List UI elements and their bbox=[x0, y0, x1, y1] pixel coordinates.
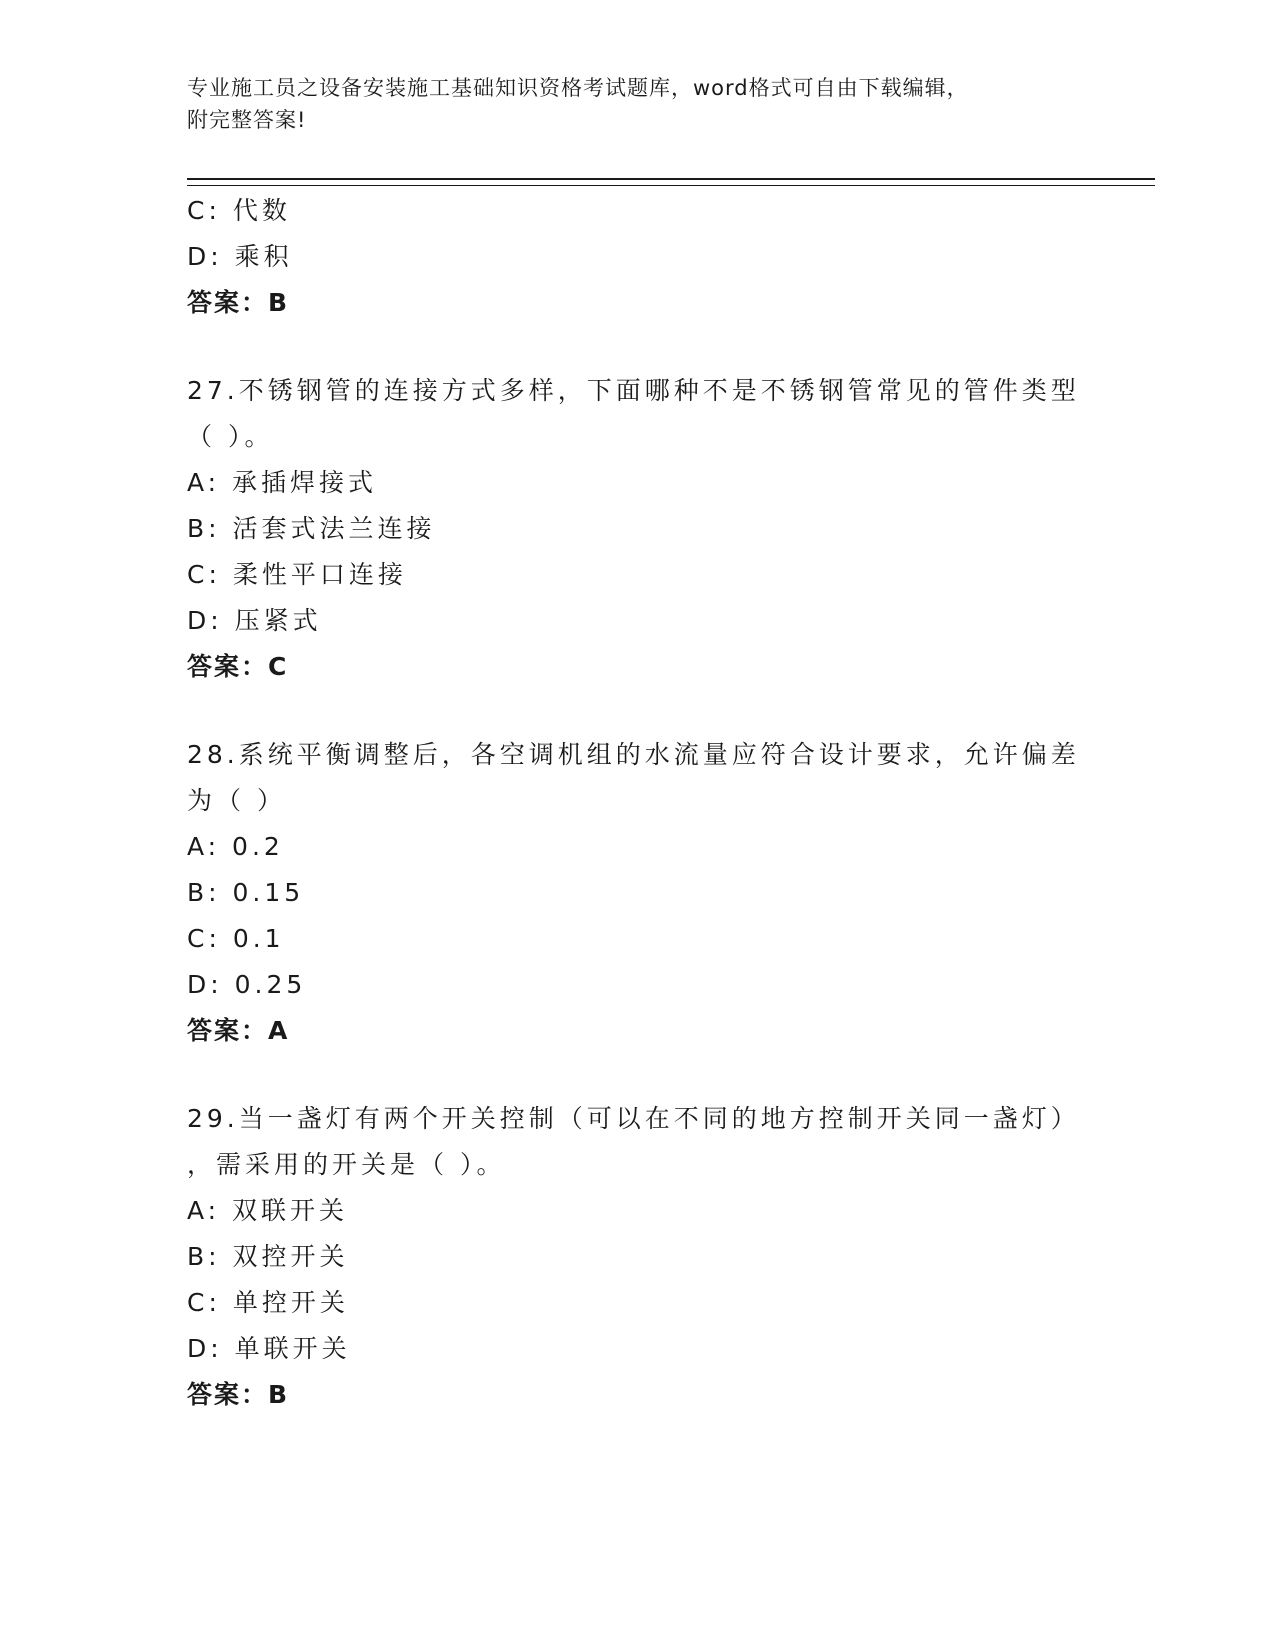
header-line-1: 专业施工员之设备安装施工基础知识资格考试题库，word格式可自由下载编辑， bbox=[187, 76, 969, 100]
answer: 答案：B bbox=[187, 288, 290, 317]
option-b: B: 活套式法兰连接 bbox=[187, 514, 436, 543]
answer: 答案：A bbox=[187, 1016, 290, 1045]
question-26-tail bbox=[187, 188, 1087, 326]
question-28 bbox=[187, 732, 1087, 1054]
header-line-2: 附完整答案! bbox=[187, 108, 307, 132]
question-list bbox=[187, 188, 1087, 1418]
spacer bbox=[187, 690, 1087, 732]
option-d: D: 单联开关 bbox=[187, 1334, 351, 1363]
option-c: C: 0.1 bbox=[187, 924, 285, 953]
document-header bbox=[187, 72, 1067, 136]
option-c: C: 单控开关 bbox=[187, 1288, 349, 1317]
option-a: A: 0.2 bbox=[187, 832, 284, 861]
option-c: C: 柔性平口连接 bbox=[187, 560, 407, 589]
option-a: A: 双联开关 bbox=[187, 1196, 349, 1225]
spacer bbox=[187, 326, 1087, 368]
option-a: A: 承插焊接式 bbox=[187, 468, 378, 497]
header-divider bbox=[187, 178, 1155, 186]
option-b: B: 双控开关 bbox=[187, 1242, 349, 1271]
question-29 bbox=[187, 1096, 1087, 1418]
option-d: D: 0.25 bbox=[187, 970, 307, 999]
option-d: D: 乘积 bbox=[187, 242, 293, 271]
question-27 bbox=[187, 368, 1087, 690]
question-stem: 27.不锈钢管的连接方式多样，下面哪种不是不锈钢管常见的管件类型 bbox=[187, 376, 1080, 405]
option-c: C: 代数 bbox=[187, 196, 291, 225]
answer: 答案：B bbox=[187, 1380, 290, 1409]
option-b: B: 0.15 bbox=[187, 878, 305, 907]
spacer bbox=[187, 1054, 1087, 1096]
answer: 答案：C bbox=[187, 652, 289, 681]
question-stem-cont: 为（ ） bbox=[187, 786, 286, 815]
question-stem: 28.系统平衡调整后，各空调机组的水流量应符合设计要求，允许偏差 bbox=[187, 740, 1080, 769]
question-stem-cont: ，需采用的开关是（ ）。 bbox=[187, 1150, 506, 1179]
question-stem-cont: （ ）。 bbox=[187, 422, 274, 451]
question-stem: 29.当一盏灯有两个开关控制（可以在不同的地方控制开关同一盏灯） bbox=[187, 1104, 1080, 1133]
option-d: D: 压紧式 bbox=[187, 606, 322, 635]
